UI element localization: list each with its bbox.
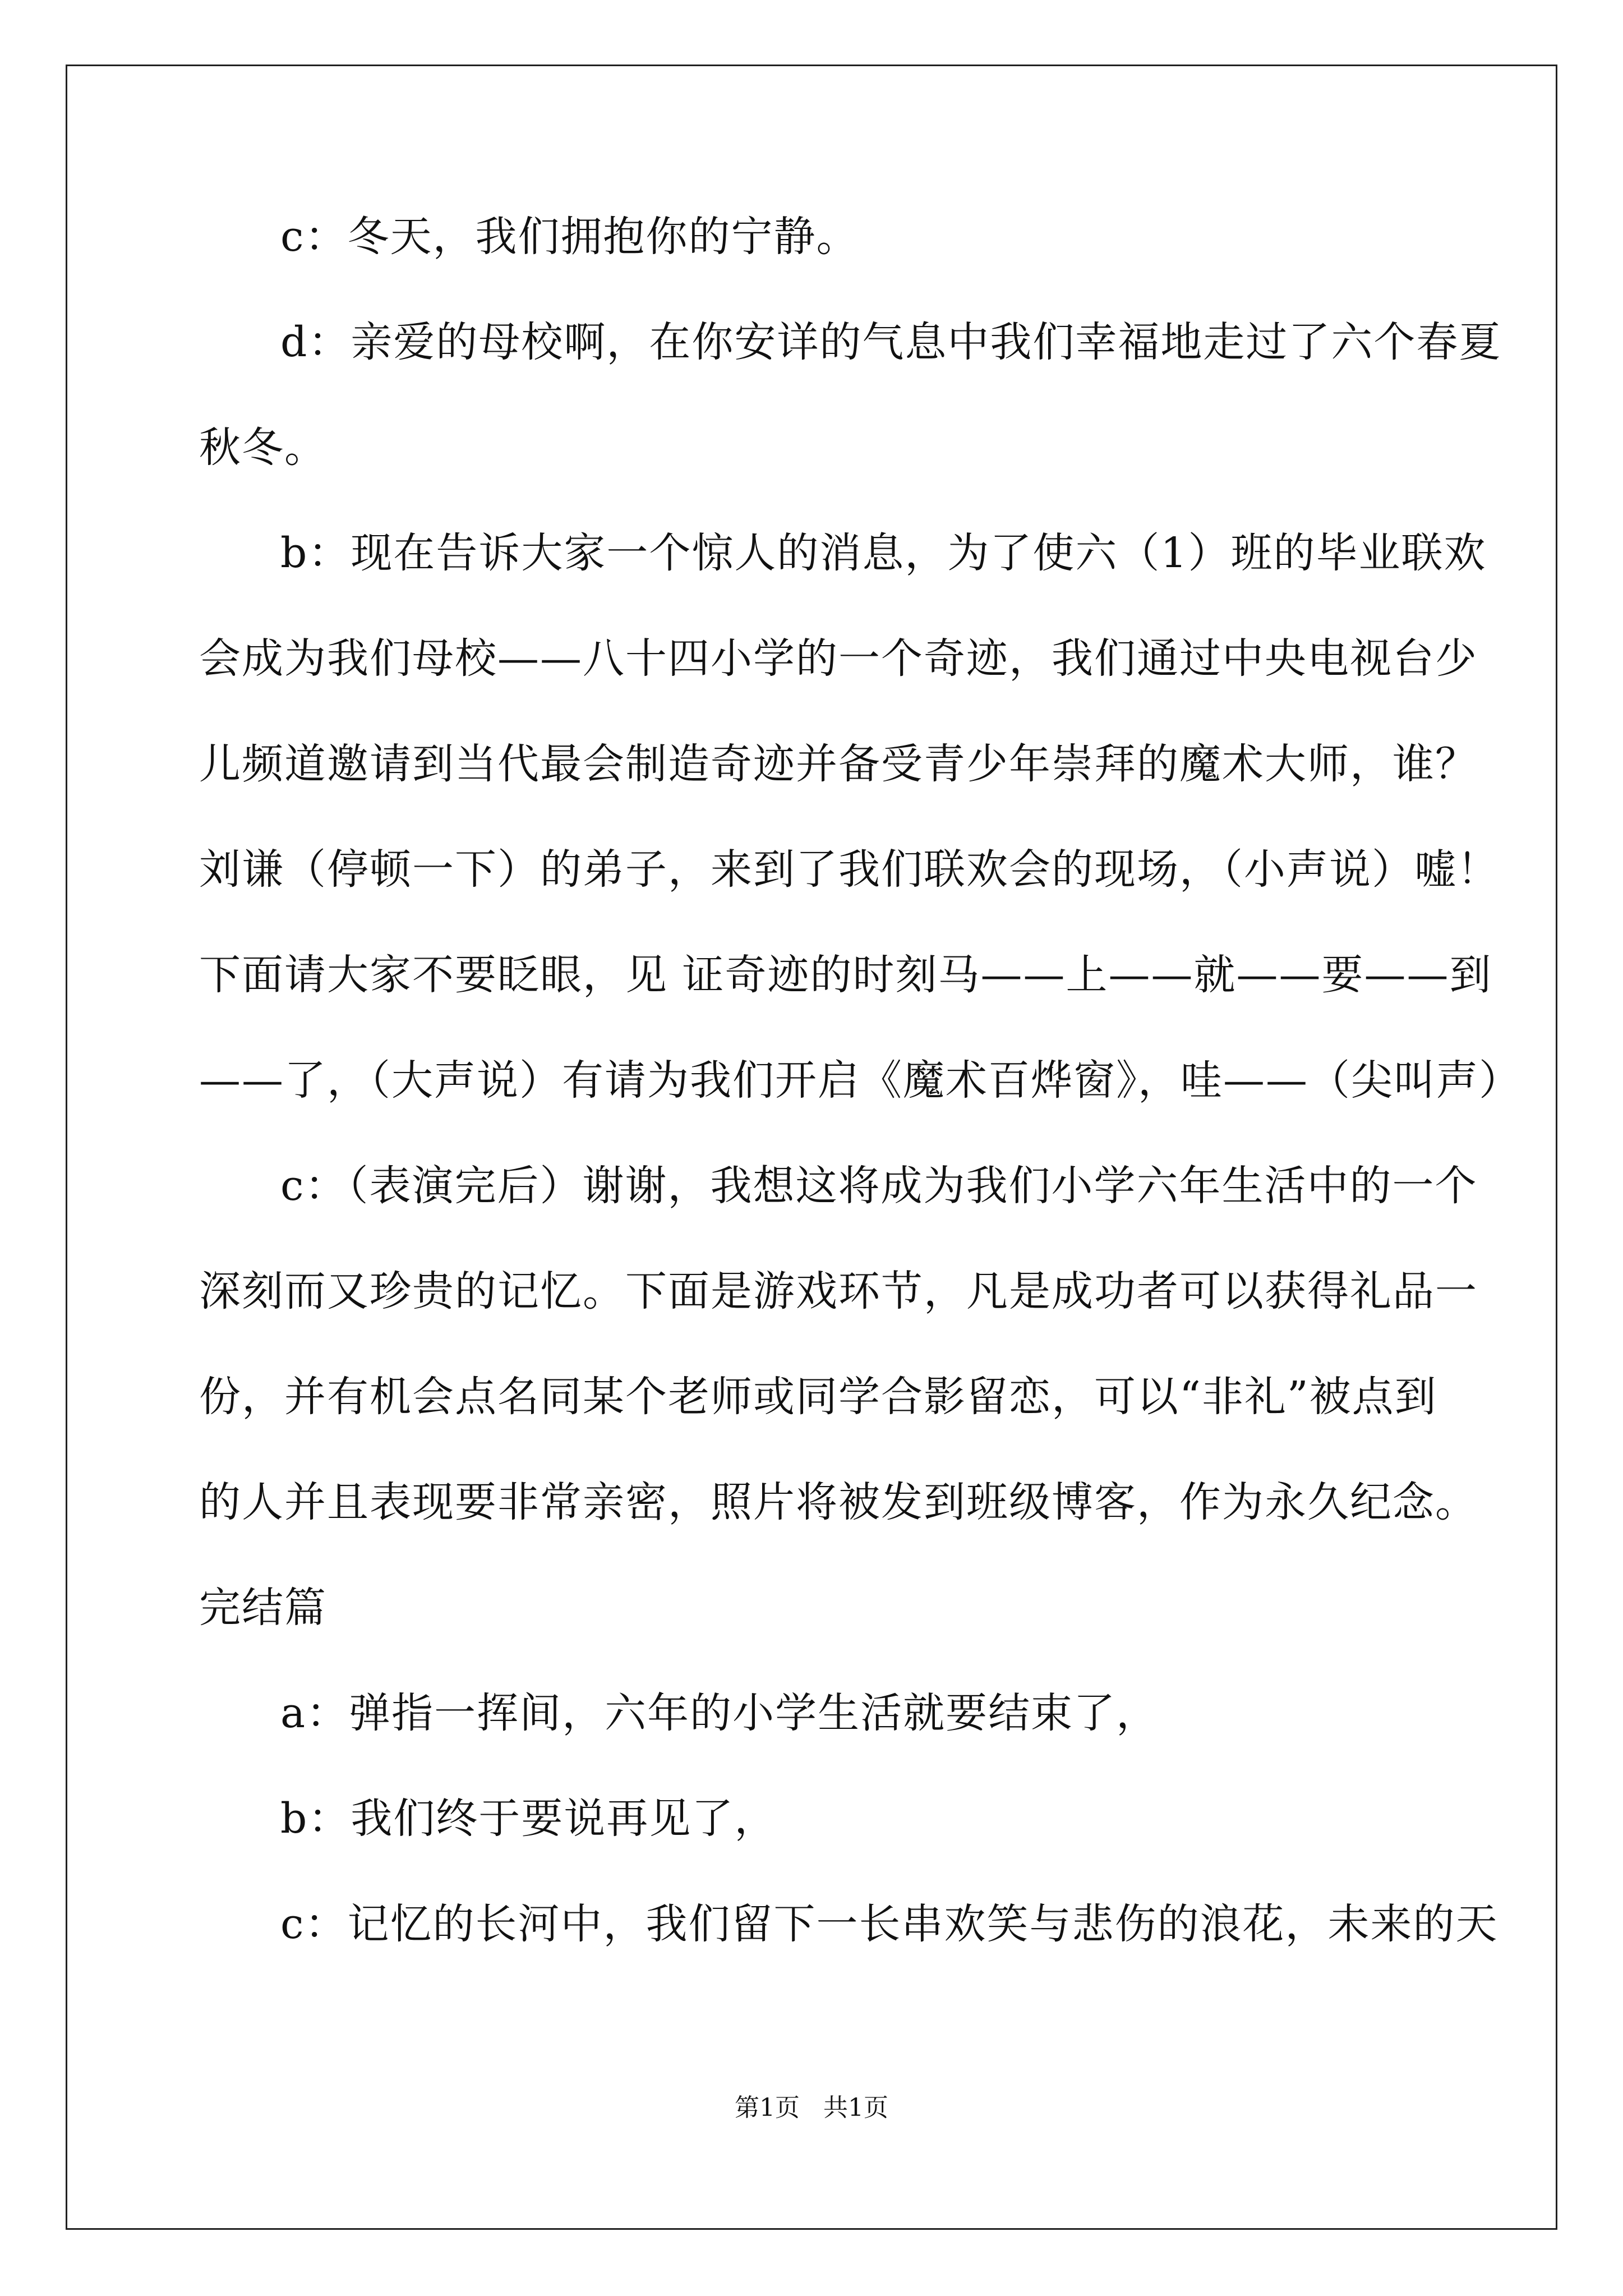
paragraph-line: d：亲爱的母校啊，在你安详的气息中我们幸福地走过了六个春夏: [280, 318, 1502, 366]
paragraph-line: 的人并且表现要非常亲密，照片将被发到班级博客，作为永久纪念。: [199, 1478, 1478, 1526]
paragraph-line: 刘谦（停顿一下）的弟子，来到了我们联欢会的现场，（小声说）嘘！: [199, 845, 1500, 894]
paragraph-line: ——了，（大声说）有请为我们开启《魔术百烨窗》，哇——（尖叫声）: [199, 1056, 1521, 1105]
paragraph-line: 深刻而又珍贵的记忆。下面是游戏环节，凡是成功者可以获得礼品一: [199, 1267, 1478, 1315]
paragraph-line: c：（表演完后）谢谢，我想这将成为我们小学六年生活中的一个: [280, 1162, 1478, 1210]
paragraph-line: 秋冬。: [199, 424, 327, 472]
paragraph-line: 份，并有机会点名同某个老师或同学合影留恋，可以“非礼”被点到: [199, 1373, 1437, 1421]
section-heading: 完结篇: [199, 1584, 327, 1632]
paragraph-line: 下面请大家不要眨眼，见 证奇迹的时刻马——上——就——要——到: [199, 951, 1492, 999]
paragraph-line: 会成为我们母校——八十四小学的一个奇迹，我们通过中央电视台少: [199, 634, 1478, 683]
paragraph-line: a：弹指一挥间，六年的小学生活就要结束了，: [280, 1689, 1159, 1737]
page-footer: 第1页 共1页: [735, 2093, 888, 2122]
paragraph-line: b：我们终于要说再见了，: [280, 1795, 777, 1843]
paragraph-line: c：冬天，我们拥抱你的宁静。: [280, 213, 859, 261]
paragraph-line: b：现在告诉大家一个惊人的消息，为了使六（1）班的毕业联欢: [280, 529, 1487, 577]
paragraph-line: 儿频道邀请到当代最会制造奇迹并备受青少年崇拜的魔术大师，谁？: [199, 740, 1478, 788]
paragraph-line: c：记忆的长河中，我们留下一长串欢笑与悲伤的浪花，未来的天: [280, 1900, 1498, 1948]
